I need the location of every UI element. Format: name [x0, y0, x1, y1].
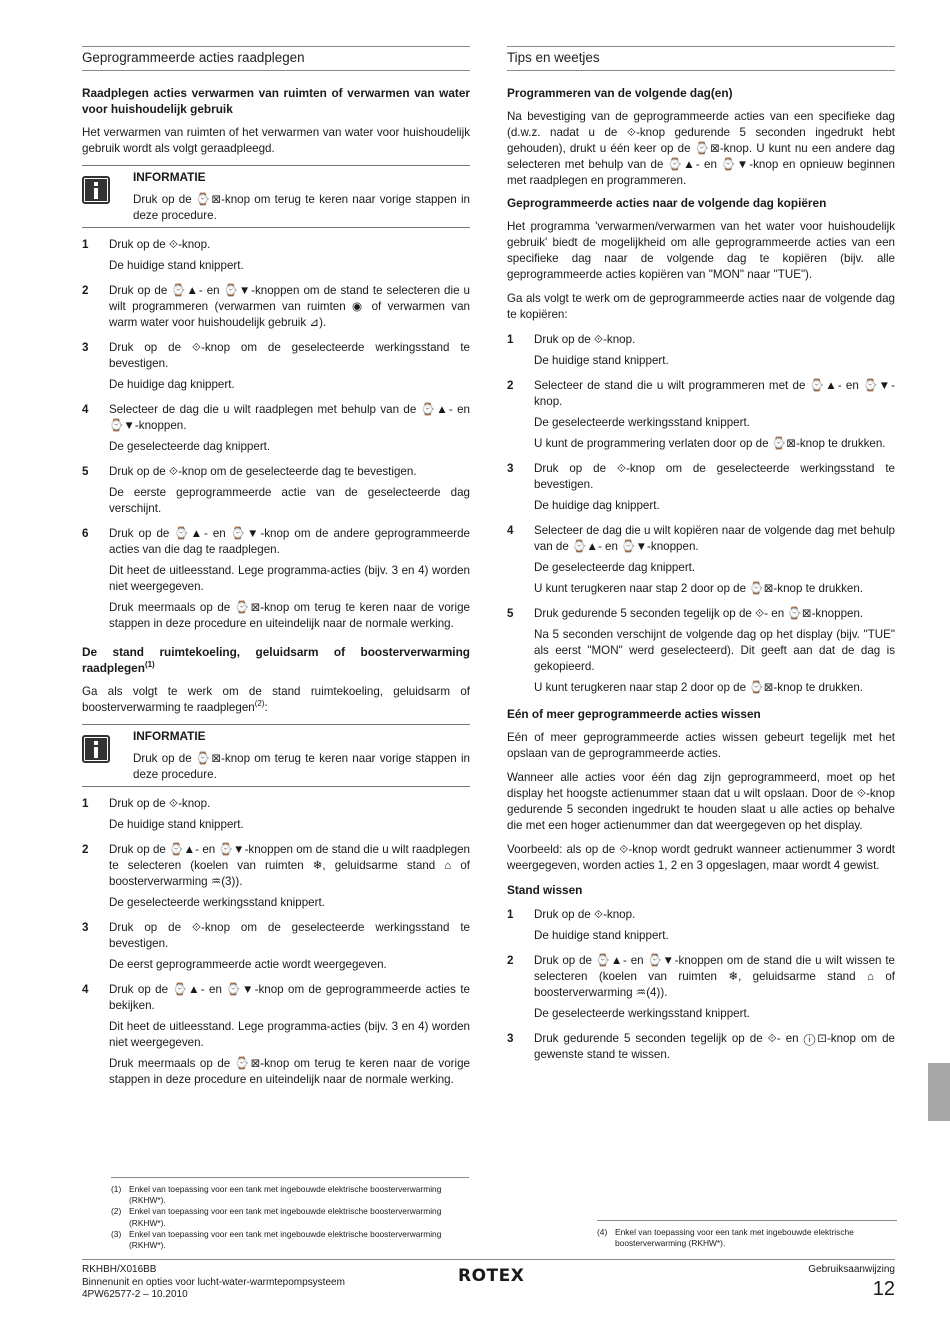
- step-list: [82, 796, 470, 1088]
- step-text: De huidige stand knippert.: [534, 354, 669, 367]
- footnote-number: (2): [111, 1206, 122, 1217]
- model-code: RKHBH/X016BB: [82, 1264, 157, 1275]
- step-number: 4: [507, 524, 514, 537]
- right-column: [507, 46, 895, 1063]
- step-text: Druk op de ⟐-knop.: [534, 908, 636, 921]
- step-item: [82, 464, 470, 517]
- step-item: [507, 907, 895, 944]
- heading-delete-actions: Eén of meer geprogrammeerde acties wissen: [507, 707, 761, 721]
- step-text: Druk op de ⟐-knop om de geselecteerde werkingsstand te bevestigen.: [534, 462, 895, 491]
- info-text: Druk op de ⌚⊠-knop om terug te keren naar vorige stappen in deze procedure.: [133, 193, 470, 222]
- step-number: 2: [82, 843, 89, 856]
- step-text: De geselecteerde dag knippert.: [534, 561, 696, 574]
- footer-divider: [82, 1259, 895, 1260]
- heading-next-day: Programmeren van de volgende dag(en): [507, 86, 733, 100]
- step-item: [82, 340, 470, 393]
- left-column: [82, 46, 470, 1088]
- step-number: 3: [507, 1032, 514, 1045]
- step-number: 1: [507, 333, 514, 346]
- step-text: U kunt terugkeren naar stap 2 door op de ⌚⊠-knop te drukken.: [534, 681, 863, 694]
- section-title: Geprogrammeerde acties raadplegen: [82, 46, 470, 71]
- step-text: Druk gedurende 5 seconden tegelijk op de ⟐- en ⌚⊠-knoppen.: [534, 607, 864, 620]
- step-number: 2: [82, 284, 89, 297]
- step-list: [507, 907, 895, 1063]
- step-text: Druk op de ⌚▲- en ⌚▼-knop om de geprogrammeerde acties te bekijken.: [109, 983, 470, 1012]
- step-text: U kunt de programmering verlaten door op de ⌚⊠-knop te drukken.: [534, 437, 886, 450]
- info-title: INFORMATIE: [133, 170, 206, 184]
- footer-info: [82, 1264, 345, 1302]
- step-text: Druk op de ⌚▲- en ⌚▼-knoppen om de stand die u wilt raadplegen te selecteren (koelen van ruimten ❄, geluidsarme stand ⌂ of boosterverwarming ♒(3)).: [109, 843, 470, 888]
- step-number: 4: [82, 403, 89, 416]
- heading-consult-cooling: De stand ruimtekoeling, geluidsarm of boosterverwarming raadplegen$^{(1)}$: [82, 645, 470, 675]
- step-number: 1: [82, 797, 89, 810]
- step-text: Druk op de ⌚▲- en ⌚▼-knoppen om de stand die u wilt wissen te selecteren (koelen van ruimten ❄, geluidsarme stand ⌂ of boosterverwarming ♒(4)).: [534, 954, 895, 999]
- step-text: U kunt terugkeren naar stap 2 door op de ⌚⊠-knop te drukken.: [534, 582, 863, 595]
- step-text: Druk gedurende 5 seconden tegelijk op de ⟐- en ⓘ⊡-knop om de gewenste stand te wissen.: [534, 1032, 895, 1061]
- step-text: Druk op de ⟐-knop om de geselecteerde dag te bevestigen.: [109, 465, 417, 478]
- step-item: [82, 842, 470, 911]
- step-number: 4: [82, 983, 89, 996]
- paragraph: Voorbeeld: als op de ⟐-knop wordt gedrukt wanneer actienummer 3 wordt weergegeven, worden acties 1, 2 en 3 opgeslagen, maar wordt 4 gewist.: [507, 843, 895, 872]
- step-number: 6: [82, 527, 89, 540]
- step-text: Na 5 seconden verschijnt de volgende dag op het display (bijv. "TUE" als eerst "MON" werd geselecteerd). Dit geeft aan dat de dag is gekopieerd.: [534, 628, 895, 673]
- heading-copy: Geprogrammeerde acties naar de volgende dag kopiëren: [507, 196, 827, 210]
- step-text: De geselecteerde werkingsstand knippert.: [534, 416, 750, 429]
- step-text: Dit heet de uitleesstand. Lege programma-acties (bijv. 3 en 4) worden niet weergegeven.: [109, 1020, 470, 1049]
- document-code: 4PW62577-2 – 10.2010: [82, 1289, 188, 1301]
- footnote: [111, 1184, 469, 1206]
- step-number: 5: [507, 607, 514, 620]
- step-item: [82, 402, 470, 455]
- step-item: [82, 526, 470, 632]
- step-item: [82, 982, 470, 1088]
- step-text: Druk op de ⟐-knop om de geselecteerde werkingsstand te bevestigen.: [109, 921, 470, 950]
- footnote: [111, 1229, 469, 1251]
- footer-manual: [808, 1264, 895, 1300]
- footnote-number: (4): [597, 1227, 608, 1237]
- step-text: Selecteer de dag die u wilt raadplegen met behulp van de ⌚▲- en ⌚▼-knoppen.: [109, 403, 470, 432]
- info-text: Druk op de ⌚⊠-knop om terug te keren naar vorige stappen in deze procedure.: [133, 752, 470, 781]
- step-text: De huidige stand knippert.: [109, 818, 244, 831]
- manual-title: Gebruiksaanwijzing: [808, 1264, 895, 1275]
- step-text: Druk op de ⟐-knop.: [109, 797, 211, 810]
- step-list: [507, 332, 895, 696]
- page-number: 12: [872, 1278, 895, 1300]
- footnotes: [597, 1220, 897, 1249]
- step-number: 5: [82, 465, 89, 478]
- info-icon: [82, 176, 110, 204]
- info-title: INFORMATIE: [133, 729, 206, 743]
- intro-paragraph-2: Ga als volgt te werk om de stand ruimtekoeling, geluidsarm of boosterverwarming te raadplegen$^{(2)}$:: [82, 685, 470, 714]
- paragraph: Het programma 'verwarmen/verwarmen van het water voor huishoudelijk gebruik' biedt de mogelijkheid om alle geprogrammeerde acties van een specifieke dag naar de volgende dag te kopiëren (bijv. alle geprogrammeerde acties kopiëren van "MON" naar "TUE").: [507, 220, 895, 281]
- step-item: [82, 920, 470, 973]
- product-description: Binnenunit en opties voor lucht-water-warmtepompsysteem: [82, 1276, 345, 1288]
- paragraph: Wanneer alle acties voor één dag zijn geprogrammeerd, moet op het display het hoogste actienummer staan dat u wilt opslaan. Door de ⟐-knop gedurende 5 seconden ingedrukt te houden slaat u alle acties op behalve die met een hoger actienummer dan dat weergegeven op het display.: [507, 771, 895, 832]
- footnote-number: (3): [111, 1228, 122, 1239]
- heading-delete-mode: Stand wissen: [507, 883, 583, 897]
- step-number: 3: [82, 341, 89, 354]
- step-text: De huidige stand knippert.: [534, 929, 669, 942]
- step-item: [82, 796, 470, 833]
- rotex-logo: ROTEX: [458, 1266, 525, 1286]
- footnote-text: Enkel van toepassing voor een tank met ingebouwde elektrische boosterverwarming (RKHW*).: [129, 1184, 442, 1206]
- step-item: [507, 461, 895, 514]
- info-icon: [82, 735, 110, 763]
- step-item: [82, 283, 470, 331]
- step-number: 3: [507, 462, 514, 475]
- step-item: [507, 1031, 895, 1063]
- paragraph: Eén of meer geprogrammeerde acties wissen gebeurt tegelijk met het opslaan van de geprogrammeerde acties.: [507, 731, 895, 760]
- chapter-tab: [928, 1063, 950, 1121]
- step-text: De geselecteerde dag knippert.: [109, 440, 271, 453]
- step-text: De huidige dag knippert.: [109, 378, 235, 391]
- heading-consult-heating: Raadplegen acties verwarmen van ruimten of verwarmen van water voor huishoudelijk gebruik: [82, 86, 470, 116]
- step-text: Druk op de ⟐-knop.: [109, 238, 211, 251]
- step-item: [82, 237, 470, 274]
- step-text: De eerste geprogrammeerde actie van de geselecteerde dag verschijnt.: [109, 486, 470, 515]
- step-number: 3: [82, 921, 89, 934]
- paragraph: Ga als volgt te werk om de geprogrammeerde acties naar de volgende dag te kopiëren:: [507, 292, 895, 321]
- step-item: [507, 378, 895, 452]
- footnote-text: Enkel van toepassing voor een tank met ingebouwde elektrische boosterverwarming (RKHW*).: [615, 1227, 854, 1249]
- step-text: De geselecteerde werkingsstand knippert.: [109, 896, 325, 909]
- step-text: Druk op de ⌚▲- en ⌚▼-knop om de andere geprogrammeerde acties van die dag te raadplegen.: [109, 527, 470, 556]
- step-list: [82, 237, 470, 632]
- step-text: Selecteer de dag die u wilt kopiëren naar de volgende dag met behulp van de ⌚▲- en ⌚▼-knoppen.: [534, 524, 895, 553]
- step-text: Druk op de ⟐-knop.: [534, 333, 636, 346]
- intro-paragraph: Het verwarmen van ruimten of het verwarmen van water voor huishoudelijk gebruik wordt als volgt geraadpleegd.: [82, 126, 470, 155]
- step-number: 2: [507, 379, 514, 392]
- step-item: [507, 606, 895, 696]
- footnotes: [111, 1177, 469, 1251]
- info-box: [82, 165, 470, 228]
- step-number: 2: [507, 954, 514, 967]
- step-text: Dit heet de uitleesstand. Lege programma-acties (bijv. 3 en 4) worden niet weergegeven.: [109, 564, 470, 593]
- step-text: Druk op de ⌚▲- en ⌚▼-knoppen om de stand te selecteren die u wilt programmeren (verwarmen van ruimten ◉ of verwarmen van warm water voor huishoudelijk gebruik ⊿).: [109, 284, 470, 329]
- step-text: Druk meermaals op de ⌚⊠-knop om terug te keren naar de vorige stappen in deze procedure en uiteindelijk naar de normale werking.: [109, 601, 470, 630]
- step-text: Selecteer de stand die u wilt programmeren met de ⌚▲- en ⌚▼-knop.: [534, 379, 895, 408]
- step-item: [507, 523, 895, 597]
- step-text: De eerst geprogrammeerde actie wordt weergegeven.: [109, 958, 387, 971]
- step-number: 1: [82, 238, 89, 251]
- step-text: De huidige stand knippert.: [109, 259, 244, 272]
- step-text: De geselecteerde werkingsstand knippert.: [534, 1007, 750, 1020]
- footnote-number: (1): [111, 1184, 122, 1194]
- step-item: [507, 953, 895, 1022]
- footnote: [111, 1206, 469, 1228]
- footnote-text: Enkel van toepassing voor een tank met ingebouwde elektrische boosterverwarming (RKHW*).: [129, 1206, 442, 1228]
- step-item: [507, 332, 895, 369]
- step-number: 1: [507, 908, 514, 921]
- section-title: Tips en weetjes: [507, 46, 895, 71]
- step-text: Druk meermaals op de ⌚⊠-knop om terug te keren naar de vorige stappen in deze procedure en uiteindelijk naar de normale werking.: [109, 1057, 470, 1086]
- step-text: Druk op de ⟐-knop om de geselecteerde werkingsstand te bevestigen.: [109, 341, 470, 370]
- info-box: [82, 724, 470, 787]
- paragraph: Na bevestiging van de geprogrammeerde acties van een specifieke dag (d.w.z. nadat u de ⟐-knop gedurende 5 seconden ingedrukt hebt gehouden), drukt u één keer op de ⌚⊠-knop. U kunt nu een andere dag selecteren met behulp van de ⌚▲- en ⌚▼-knop en opnieuw beginnen met raadplegen en programmeren.: [507, 110, 895, 187]
- step-text: De huidige dag knippert.: [534, 499, 660, 512]
- footnote: [597, 1227, 897, 1249]
- footnote-text: Enkel van toepassing voor een tank met ingebouwde elektrische boosterverwarming (RKHW*).: [129, 1228, 442, 1251]
